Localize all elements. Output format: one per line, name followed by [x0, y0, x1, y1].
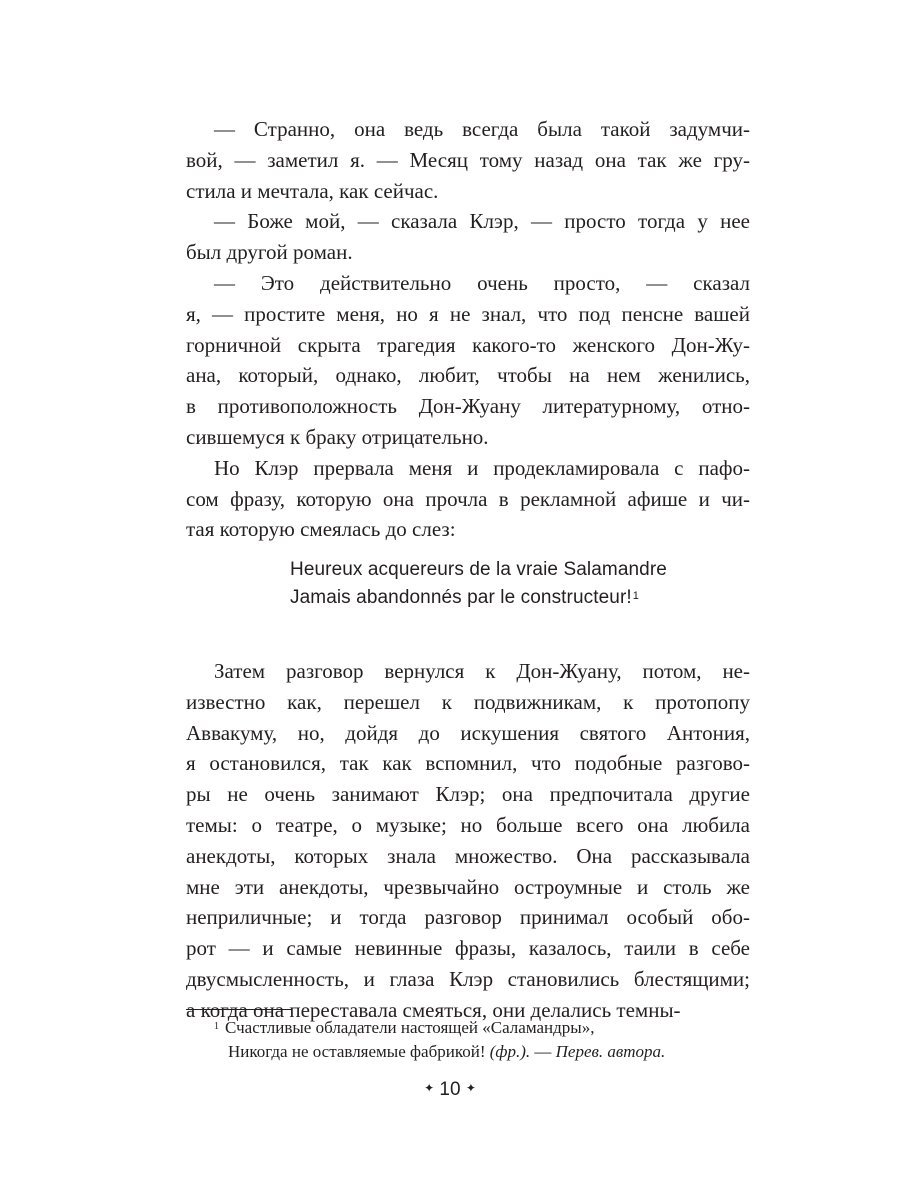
- text-line: мне эти анекдоты, чрезвычайно остроумные и столь же: [186, 874, 750, 899]
- text-line: ры не очень занимают Клэр; она предпочитала другие: [186, 782, 750, 807]
- verse-line-2-text: Jamais abandonnés par le constructeur!: [290, 587, 632, 608]
- text-line: темы: о театре, о музыке; но больше всего она любила: [186, 812, 750, 837]
- text-line: известно как, перешел к подвижникам, к протопопу: [186, 689, 750, 714]
- french-verse: [290, 556, 667, 612]
- text-line: горничной скрыта трагедия какого-то женского Дон-Жу-: [186, 332, 750, 357]
- ornament-right-icon: ✦: [465, 1081, 476, 1095]
- text-line: — Это действительно очень просто, — сказал: [214, 270, 750, 295]
- text-line: Затем разговор вернулся к Дон-Жуану, потом, не-: [214, 659, 750, 683]
- text-line: вой, — заметил я. — Месяц тому назад она так же гру-: [186, 147, 750, 172]
- text-line: стила и мечтала, как сейчас.: [186, 178, 439, 203]
- text-line: сившемуся к браку отрицательно.: [186, 424, 489, 449]
- footnote: [214, 1016, 754, 1064]
- text-line: Аввакуму, но, дойдя до искушения святого Антония,: [186, 720, 750, 745]
- footnote-mark: 1: [214, 1021, 219, 1032]
- footnote-reference[interactable]: 1: [632, 590, 639, 602]
- text-line: тая которую смеялась до слез:: [186, 517, 456, 542]
- paragraph: [186, 453, 750, 545]
- ornament-left-icon: ✦: [424, 1081, 435, 1095]
- footnote-line-1: [214, 1016, 754, 1040]
- paragraph: [186, 206, 750, 268]
- page-number: 10: [439, 1079, 461, 1101]
- verse-line-1: Heureux acquereurs de la vraie Salamandre: [290, 559, 667, 580]
- text-line: я, — простите меня, но я не знал, что под пенсне вашей: [186, 301, 750, 326]
- text-line: в противоположность Дон-Жуану литературному, отно-: [186, 394, 750, 419]
- text-line: ана, который, однако, любит, чтобы на нем женились,: [186, 363, 750, 388]
- footnote-line-1-text: Счастливые обладатели настоящей «Саламандры»,: [225, 1018, 595, 1037]
- text-line: — Боже мой, — сказала Клэр, — просто тогда у нее: [214, 209, 750, 234]
- text-line: двусмысленность, и глаза Клэр становились блестящими;: [186, 966, 750, 991]
- text-line: анекдоты, которых знала множество. Она рассказывала: [186, 843, 750, 868]
- text-line: а когда она переставала смеяться, они делались темны-: [186, 997, 681, 1022]
- text-line: — Странно, она ведь всегда была такой задумчи-: [214, 117, 750, 141]
- page-folio: [0, 1078, 900, 1102]
- text-block-top: [186, 114, 750, 545]
- verse-line-2: [290, 584, 667, 612]
- text-line: сом фразу, которую она прочла в рекламной афише и чи-: [186, 486, 750, 511]
- text-line: Но Клэр прервала меня и продекламировала с пафо-: [214, 455, 750, 480]
- text-line: неприличные; и тогда разговор принимал особый обо-: [186, 905, 750, 930]
- paragraph: [186, 114, 750, 206]
- paragraph: [186, 656, 750, 1026]
- footnote-lang-note: (фр.).: [489, 1042, 531, 1061]
- text-block-bottom: [186, 656, 750, 1026]
- footnote-line-2: [214, 1040, 754, 1064]
- footnote-line-2-text: Никогда не оставляемые фабрикой!: [228, 1042, 490, 1061]
- text-line: я остановился, так как вспомнил, что подобные разгово-: [186, 751, 750, 776]
- footnote-dash: —: [530, 1042, 556, 1061]
- footnote-translator-note: Перев. автора.: [555, 1042, 666, 1061]
- footnote-rule: [186, 1009, 292, 1010]
- text-line: был другой роман.: [186, 240, 353, 265]
- text-line: рот — и самые невинные фразы, казалось, таили в себе: [186, 936, 750, 961]
- paragraph: [186, 268, 750, 453]
